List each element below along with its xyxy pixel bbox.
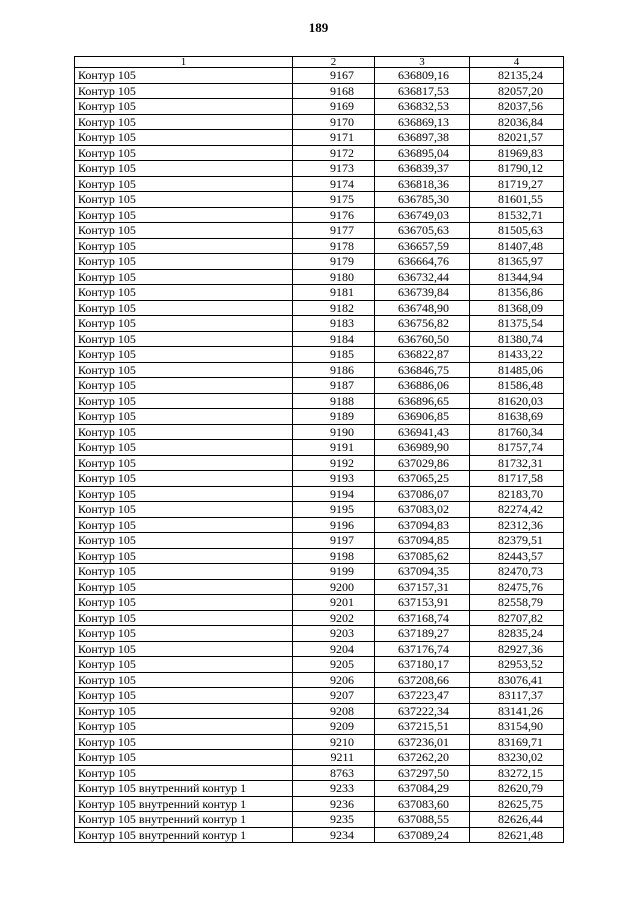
column-header-2: 2 [293, 57, 375, 68]
column-header-1: 1 [75, 57, 293, 68]
contour-name-cell: Контур 105 [75, 455, 293, 471]
y-coordinate-cell: 83154,90 [470, 719, 564, 735]
column-header-3: 3 [375, 57, 470, 68]
x-coordinate-cell: 636886,06 [375, 378, 470, 394]
y-coordinate-cell: 82470,73 [470, 564, 564, 580]
x-coordinate-cell: 637223,47 [375, 688, 470, 704]
point-number-cell: 9174 [293, 176, 375, 192]
table-row [75, 827, 564, 843]
coordinates-table [74, 56, 564, 843]
x-coordinate-cell: 636822,87 [375, 347, 470, 363]
point-number-cell: 9204 [293, 641, 375, 657]
y-coordinate-cell: 81790,12 [470, 161, 564, 177]
table-row [75, 688, 564, 704]
point-number-cell: 9191 [293, 440, 375, 456]
x-coordinate-cell: 636739,84 [375, 285, 470, 301]
point-number-cell: 9170 [293, 114, 375, 130]
table-row [75, 378, 564, 394]
point-number-cell: 9184 [293, 331, 375, 347]
table-row [75, 331, 564, 347]
x-coordinate-cell: 636897,38 [375, 130, 470, 146]
contour-name-cell: Контур 105 [75, 750, 293, 766]
x-coordinate-cell: 637215,51 [375, 719, 470, 735]
point-number-cell: 9173 [293, 161, 375, 177]
y-coordinate-cell: 81732,31 [470, 455, 564, 471]
point-number-cell: 9171 [293, 130, 375, 146]
table-row [75, 610, 564, 626]
point-number-cell: 9175 [293, 192, 375, 208]
table-row [75, 486, 564, 502]
table-row [75, 564, 564, 580]
contour-name-cell: Контур 105 [75, 703, 293, 719]
x-coordinate-cell: 636749,03 [375, 207, 470, 223]
point-number-cell: 9172 [293, 145, 375, 161]
point-number-cell: 9178 [293, 238, 375, 254]
y-coordinate-cell: 82036,84 [470, 114, 564, 130]
x-coordinate-cell: 637208,66 [375, 672, 470, 688]
x-coordinate-cell: 636906,85 [375, 409, 470, 425]
contour-name-cell: Контур 105 [75, 672, 293, 688]
point-number-cell: 9168 [293, 83, 375, 99]
x-coordinate-cell: 636760,50 [375, 331, 470, 347]
y-coordinate-cell: 81505,63 [470, 223, 564, 239]
table-row [75, 424, 564, 440]
x-coordinate-cell: 636941,43 [375, 424, 470, 440]
contour-name-cell: Контур 105 [75, 99, 293, 115]
x-coordinate-cell: 636895,04 [375, 145, 470, 161]
y-coordinate-cell: 82135,24 [470, 68, 564, 84]
x-coordinate-cell: 636664,76 [375, 254, 470, 270]
x-coordinate-cell: 637297,50 [375, 765, 470, 781]
point-number-cell: 9179 [293, 254, 375, 270]
contour-name-cell: Контур 105 [75, 269, 293, 285]
x-coordinate-cell: 637168,74 [375, 610, 470, 626]
table-row [75, 502, 564, 518]
x-coordinate-cell: 637029,86 [375, 455, 470, 471]
x-coordinate-cell: 636732,44 [375, 269, 470, 285]
table-row [75, 812, 564, 828]
contour-name-cell: Контур 105 [75, 734, 293, 750]
y-coordinate-cell: 81532,71 [470, 207, 564, 223]
y-coordinate-cell: 82558,79 [470, 595, 564, 611]
table-row [75, 83, 564, 99]
contour-name-cell: Контур 105 [75, 68, 293, 84]
x-coordinate-cell: 636832,53 [375, 99, 470, 115]
x-coordinate-cell: 637094,35 [375, 564, 470, 580]
point-number-cell: 9181 [293, 285, 375, 301]
table-row [75, 99, 564, 115]
point-number-cell: 9192 [293, 455, 375, 471]
point-number-cell: 9211 [293, 750, 375, 766]
x-coordinate-cell: 637176,74 [375, 641, 470, 657]
table-row [75, 254, 564, 270]
x-coordinate-cell: 636869,13 [375, 114, 470, 130]
point-number-cell: 9176 [293, 207, 375, 223]
y-coordinate-cell: 81356,86 [470, 285, 564, 301]
contour-name-cell: Контур 105 [75, 378, 293, 394]
table-row [75, 440, 564, 456]
x-coordinate-cell: 636809,16 [375, 68, 470, 84]
contour-name-cell: Контур 105 [75, 285, 293, 301]
contour-name-cell: Контур 105 [75, 316, 293, 332]
y-coordinate-cell: 81620,03 [470, 393, 564, 409]
table-row [75, 68, 564, 84]
x-coordinate-cell: 637083,02 [375, 502, 470, 518]
y-coordinate-cell: 83117,37 [470, 688, 564, 704]
x-coordinate-cell: 637085,62 [375, 548, 470, 564]
point-number-cell: 9203 [293, 626, 375, 642]
point-number-cell: 9196 [293, 517, 375, 533]
contour-name-cell: Контур 105 [75, 192, 293, 208]
point-number-cell: 9199 [293, 564, 375, 580]
table-header-row [75, 57, 564, 68]
point-number-cell: 9189 [293, 409, 375, 425]
table-row [75, 409, 564, 425]
point-number-cell: 9193 [293, 471, 375, 487]
contour-name-cell: Контур 105 [75, 409, 293, 425]
x-coordinate-cell: 637094,85 [375, 533, 470, 549]
table-row [75, 161, 564, 177]
y-coordinate-cell: 81601,55 [470, 192, 564, 208]
table-row [75, 533, 564, 549]
y-coordinate-cell: 81638,69 [470, 409, 564, 425]
point-number-cell: 8763 [293, 765, 375, 781]
y-coordinate-cell: 82927,36 [470, 641, 564, 657]
y-coordinate-cell: 82621,48 [470, 827, 564, 843]
page-number: 189 [308, 20, 329, 35]
y-coordinate-cell: 82835,24 [470, 626, 564, 642]
y-coordinate-cell: 81969,83 [470, 145, 564, 161]
table-row [75, 657, 564, 673]
contour-name-cell: Контур 105 [75, 223, 293, 239]
table-row [75, 192, 564, 208]
y-coordinate-cell: 82625,75 [470, 796, 564, 812]
x-coordinate-cell: 636818,36 [375, 176, 470, 192]
point-number-cell: 9206 [293, 672, 375, 688]
point-number-cell: 9195 [293, 502, 375, 518]
point-number-cell: 9180 [293, 269, 375, 285]
y-coordinate-cell: 82475,76 [470, 579, 564, 595]
y-coordinate-cell: 81375,54 [470, 316, 564, 332]
contour-name-cell: Контур 105 внутренний контур 1 [75, 812, 293, 828]
x-coordinate-cell: 637088,55 [375, 812, 470, 828]
y-coordinate-cell: 81586,48 [470, 378, 564, 394]
contour-name-cell: Контур 105 [75, 331, 293, 347]
y-coordinate-cell: 83230,02 [470, 750, 564, 766]
x-coordinate-cell: 637065,25 [375, 471, 470, 487]
x-coordinate-cell: 637236,01 [375, 734, 470, 750]
contour-name-cell: Контур 105 [75, 471, 293, 487]
point-number-cell: 9167 [293, 68, 375, 84]
table-row [75, 641, 564, 657]
contour-name-cell: Контур 105 внутренний контур 1 [75, 796, 293, 812]
x-coordinate-cell: 637189,27 [375, 626, 470, 642]
contour-name-cell: Контур 105 [75, 393, 293, 409]
point-number-cell: 9210 [293, 734, 375, 750]
table-row [75, 579, 564, 595]
x-coordinate-cell: 636785,30 [375, 192, 470, 208]
point-number-cell: 9205 [293, 657, 375, 673]
x-coordinate-cell: 637153,91 [375, 595, 470, 611]
contour-name-cell: Контур 105 [75, 765, 293, 781]
y-coordinate-cell: 82057,20 [470, 83, 564, 99]
point-number-cell: 9177 [293, 223, 375, 239]
contour-name-cell: Контур 105 [75, 300, 293, 316]
contour-name-cell: Контур 105 [75, 176, 293, 192]
y-coordinate-cell: 81757,74 [470, 440, 564, 456]
contour-name-cell: Контур 105 [75, 595, 293, 611]
point-number-cell: 9233 [293, 781, 375, 797]
contour-name-cell: Контур 105 [75, 130, 293, 146]
point-number-cell: 9202 [293, 610, 375, 626]
x-coordinate-cell: 636846,75 [375, 362, 470, 378]
point-number-cell: 9208 [293, 703, 375, 719]
contour-name-cell: Контур 105 [75, 424, 293, 440]
table-row [75, 734, 564, 750]
point-number-cell: 9185 [293, 347, 375, 363]
table-row [75, 130, 564, 146]
y-coordinate-cell: 83141,26 [470, 703, 564, 719]
contour-name-cell: Контур 105 [75, 362, 293, 378]
contour-name-cell: Контур 105 [75, 548, 293, 564]
x-coordinate-cell: 637086,07 [375, 486, 470, 502]
table-row [75, 719, 564, 735]
point-number-cell: 9186 [293, 362, 375, 378]
table-row [75, 269, 564, 285]
x-coordinate-cell: 637262,20 [375, 750, 470, 766]
point-number-cell: 9194 [293, 486, 375, 502]
y-coordinate-cell: 81380,74 [470, 331, 564, 347]
y-coordinate-cell: 81485,06 [470, 362, 564, 378]
x-coordinate-cell: 636989,90 [375, 440, 470, 456]
point-number-cell: 9190 [293, 424, 375, 440]
point-number-cell: 9182 [293, 300, 375, 316]
contour-name-cell: Контур 105 [75, 610, 293, 626]
contour-name-cell: Контур 105 [75, 533, 293, 549]
table-row [75, 455, 564, 471]
x-coordinate-cell: 636657,59 [375, 238, 470, 254]
contour-name-cell: Контур 105 [75, 517, 293, 533]
contour-name-cell: Контур 105 внутренний контур 1 [75, 781, 293, 797]
point-number-cell: 9200 [293, 579, 375, 595]
x-coordinate-cell: 637157,31 [375, 579, 470, 595]
table-row [75, 145, 564, 161]
x-coordinate-cell: 636817,53 [375, 83, 470, 99]
x-coordinate-cell: 636896,65 [375, 393, 470, 409]
table-row [75, 393, 564, 409]
contour-name-cell: Контур 105 [75, 657, 293, 673]
y-coordinate-cell: 82953,52 [470, 657, 564, 673]
point-number-cell: 9169 [293, 99, 375, 115]
y-coordinate-cell: 82626,44 [470, 812, 564, 828]
y-coordinate-cell: 83169,71 [470, 734, 564, 750]
x-coordinate-cell: 637083,60 [375, 796, 470, 812]
y-coordinate-cell: 82443,57 [470, 548, 564, 564]
x-coordinate-cell: 636705,63 [375, 223, 470, 239]
x-coordinate-cell: 637094,83 [375, 517, 470, 533]
contour-name-cell: Контур 105 [75, 145, 293, 161]
y-coordinate-cell: 82620,79 [470, 781, 564, 797]
table-row [75, 703, 564, 719]
point-number-cell: 9234 [293, 827, 375, 843]
table-row [75, 347, 564, 363]
table-row [75, 672, 564, 688]
point-number-cell: 9236 [293, 796, 375, 812]
y-coordinate-cell: 81407,48 [470, 238, 564, 254]
contour-name-cell: Контур 105 [75, 688, 293, 704]
y-coordinate-cell: 82312,36 [470, 517, 564, 533]
contour-name-cell: Контур 105 [75, 564, 293, 580]
contour-name-cell: Контур 105 [75, 254, 293, 270]
y-coordinate-cell: 82183,70 [470, 486, 564, 502]
y-coordinate-cell: 81433,22 [470, 347, 564, 363]
contour-name-cell: Контур 105 [75, 502, 293, 518]
contour-name-cell: Контур 105 [75, 719, 293, 735]
y-coordinate-cell: 81719,27 [470, 176, 564, 192]
table-row [75, 781, 564, 797]
y-coordinate-cell: 81717,58 [470, 471, 564, 487]
x-coordinate-cell: 636839,37 [375, 161, 470, 177]
point-number-cell: 9207 [293, 688, 375, 704]
y-coordinate-cell: 81760,34 [470, 424, 564, 440]
contour-name-cell: Контур 105 [75, 114, 293, 130]
table-row [75, 238, 564, 254]
x-coordinate-cell: 637222,34 [375, 703, 470, 719]
x-coordinate-cell: 637084,29 [375, 781, 470, 797]
x-coordinate-cell: 636748,90 [375, 300, 470, 316]
point-number-cell: 9201 [293, 595, 375, 611]
contour-name-cell: Контур 105 [75, 486, 293, 502]
x-coordinate-cell: 637089,24 [375, 827, 470, 843]
table-row [75, 626, 564, 642]
contour-name-cell: Контур 105 [75, 238, 293, 254]
y-coordinate-cell: 82379,51 [470, 533, 564, 549]
point-number-cell: 9197 [293, 533, 375, 549]
table-row [75, 750, 564, 766]
table-row [75, 285, 564, 301]
table-row [75, 765, 564, 781]
point-number-cell: 9198 [293, 548, 375, 564]
contour-name-cell: Контур 105 [75, 579, 293, 595]
y-coordinate-cell: 82274,42 [470, 502, 564, 518]
contour-name-cell: Контур 105 внутренний контур 1 [75, 827, 293, 843]
table-row [75, 316, 564, 332]
y-coordinate-cell: 82707,82 [470, 610, 564, 626]
point-number-cell: 9188 [293, 393, 375, 409]
y-coordinate-cell: 82037,56 [470, 99, 564, 115]
y-coordinate-cell: 81365,97 [470, 254, 564, 270]
table-row [75, 176, 564, 192]
column-header-4: 4 [470, 57, 564, 68]
point-number-cell: 9183 [293, 316, 375, 332]
table-row [75, 595, 564, 611]
table-body [75, 68, 564, 843]
table-row [75, 471, 564, 487]
table-row [75, 796, 564, 812]
contour-name-cell: Контур 105 [75, 207, 293, 223]
table-row [75, 114, 564, 130]
y-coordinate-cell: 83272,15 [470, 765, 564, 781]
x-coordinate-cell: 636756,82 [375, 316, 470, 332]
contour-name-cell: Контур 105 [75, 641, 293, 657]
table-row [75, 207, 564, 223]
point-number-cell: 9209 [293, 719, 375, 735]
table-row [75, 517, 564, 533]
table-row [75, 548, 564, 564]
contour-name-cell: Контур 105 [75, 161, 293, 177]
contour-name-cell: Контур 105 [75, 347, 293, 363]
table-row [75, 300, 564, 316]
y-coordinate-cell: 81368,09 [470, 300, 564, 316]
point-number-cell: 9187 [293, 378, 375, 394]
contour-name-cell: Контур 105 [75, 440, 293, 456]
y-coordinate-cell: 81344,94 [470, 269, 564, 285]
y-coordinate-cell: 83076,41 [470, 672, 564, 688]
y-coordinate-cell: 82021,57 [470, 130, 564, 146]
table-row [75, 223, 564, 239]
contour-name-cell: Контур 105 [75, 83, 293, 99]
table-row [75, 362, 564, 378]
contour-name-cell: Контур 105 [75, 626, 293, 642]
x-coordinate-cell: 637180,17 [375, 657, 470, 673]
point-number-cell: 9235 [293, 812, 375, 828]
